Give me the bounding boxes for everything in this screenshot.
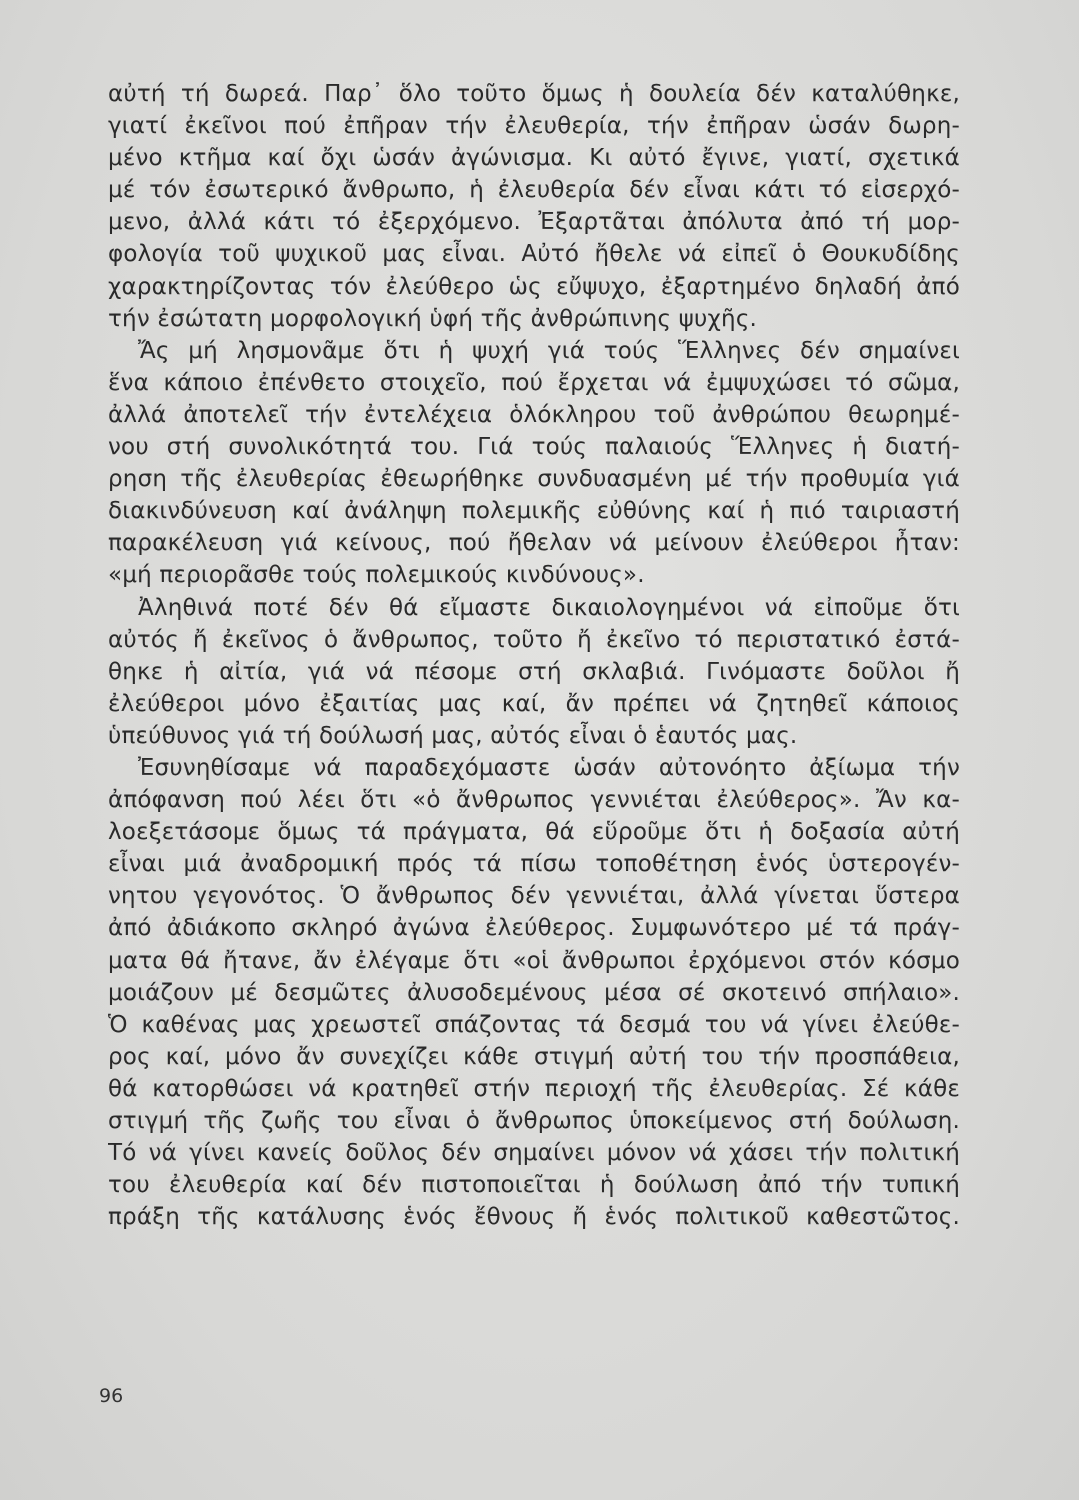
- text-line: παρακέλευση γιά κείνους, πού ἤθελαν νά μείνουν ἐλεύθεροι ἦταν:: [108, 530, 960, 557]
- text-line: «μή περιορᾶσθε τούς πολεμικούς κινδύνους».: [108, 562, 645, 589]
- text-line: Ἐσυνηθίσαμε νά παραδεχόμαστε ὡσάν αὐτονόητο ἀξίωμα τήν: [138, 754, 960, 781]
- text-line: ἀλλά ἀποτελεῖ τήν ἐντελέχεια ὁλόκληρου τοῦ ἀνθρώπου θεωρημέ-: [108, 401, 960, 428]
- text-line: ρηση τῆς ἐλευθερίας ἐθεωρήθηκε συνδυασμένη μέ τήν προθυμία γιά: [108, 466, 960, 493]
- text-line: μέ τόν ἐσωτερικό ἄνθρωπο, ἡ ἐλευθερία δέν εἶναι κάτι τό εἰσερχό-: [108, 177, 960, 204]
- page-number: 96: [99, 1385, 124, 1407]
- text-line: εἶναι μιά ἀναδρομική πρός τά πίσω τοποθέτηση ἑνός ὑστερογέν-: [108, 851, 960, 878]
- text-line: μένο κτῆμα καί ὄχι ὡσάν ἀγώνισμα. Κι αὐτό ἔγινε, γιατί, σχετικά: [108, 145, 960, 172]
- text-line: πράξη τῆς κατάλυσης ἑνός ἔθνους ἤ ἑνός πολιτικοῦ καθεστῶτος.: [108, 1204, 960, 1231]
- text-line: Τό νά γίνει κανείς δοῦλος δέν σημαίνει μόνον νά χάσει τήν πολιτική: [108, 1140, 960, 1167]
- body-text: [108, 78, 960, 1233]
- text-line: νητου γεγονότος. Ὁ ἄνθρωπος δέν γεννιέται, ἀλλά γίνεται ὕστερα: [108, 883, 960, 910]
- text-line: λοεξετάσομε ὅμως τά πράγματα, θά εὕροῦμε ὅτι ἡ δοξασία αὐτή: [108, 819, 960, 846]
- text-line: νου στή συνολικότητά του. Γιά τούς παλαιούς Ἕλληνες ἡ διατή-: [108, 434, 960, 461]
- text-line: μοιάζουν μέ δεσμῶτες ἀλυσοδεμένους μέσα σέ σκοτεινό σπήλαιο».: [108, 979, 960, 1006]
- text-line: ἀπόφανση πού λέει ὅτι «ὁ ἄνθρωπος γεννιέται ἐλεύθερος». Ἄν κα-: [108, 787, 960, 814]
- text-line: ματα θά ἤτανε, ἄν ἐλέγαμε ὅτι «οἱ ἄνθρωποι ἐρχόμενοι στόν κόσμο: [108, 947, 960, 974]
- text-line: χαρακτηρίζοντας τόν ἐλεύθερο ὡς εὔψυχο, ἐξαρτημένο δηλαδή ἀπό: [108, 273, 960, 300]
- text-line: Ἀληθινά ποτέ δέν θά εἴμαστε δικαιολογημένοι νά εἰποῦμε ὅτι: [138, 594, 960, 621]
- text-line: του ἐλευθερία καί δέν πιστοποιεῖται ἡ δούλωση ἀπό τήν τυπική: [108, 1172, 960, 1199]
- text-line: Ὁ καθένας μας χρεωστεῖ σπάζοντας τά δεσμά του νά γίνει ἐλεύθε-: [108, 1011, 960, 1038]
- text-line: ρος καί, μόνο ἄν συνεχίζει κάθε στιγμή αὐτή του τήν προσπάθεια,: [108, 1043, 960, 1070]
- text-line: μενο, ἀλλά κάτι τό ἐξερχόμενο. Ἐξαρτᾶται ἀπόλυτα ἀπό τή μορ-: [108, 209, 960, 236]
- text-line: ἐλεύθεροι μόνο ἐξαιτίας μας καί, ἄν πρέπει νά ζητηθεῖ κάποιος: [108, 690, 960, 717]
- text-line: γιατί ἐκεῖνοι πού ἐπῆραν τήν ἐλευθερία, τήν ἐπῆραν ὡσάν δωρη-: [108, 113, 960, 140]
- text-line: Ἄς μή λησμονᾶμε ὅτι ἡ ψυχή γιά τούς Ἕλληνες δέν σημαίνει: [138, 337, 960, 364]
- text-line: στιγμή τῆς ζωῆς του εἶναι ὁ ἄνθρωπος ὑποκείμενος στή δούλωση.: [108, 1108, 960, 1134]
- text-line: διακινδύνευση καί ἀνάληψη πολεμικῆς εὐθύνης καί ἡ πιό ταιριαστή: [108, 498, 960, 525]
- text-line: φολογία τοῦ ψυχικοῦ μας εἶναι. Αὐτό ἤθελε νά εἰπεῖ ὁ Θουκυδίδης: [108, 241, 960, 268]
- text-line: αὐτή τή δωρεά. Παρ᾽ ὅλο τοῦτο ὅμως ἡ δουλεία δέν καταλύθηκε,: [108, 81, 960, 107]
- text-line: τήν ἐσώτατη μορφολογική ὑφή τῆς ἀνθρώπινης ψυχῆς.: [108, 305, 758, 332]
- text-line: ἕνα κάποιο ἐπένθετο στοιχεῖο, πού ἔρχεται νά ἐμψυχώσει τό σῶμα,: [108, 369, 960, 396]
- text-line: αὐτός ἤ ἐκεῖνος ὁ ἄνθρωπος, τοῦτο ἤ ἐκεῖνο τό περιστατικό ἐστά-: [108, 626, 960, 653]
- text-line: θηκε ἡ αἰτία, γιά νά πέσομε στή σκλαβιά. Γινόμαστε δοῦλοι ἤ: [108, 658, 960, 685]
- text-line: θά κατορθώσει νά κρατηθεῖ στήν περιοχή τῆς ἐλευθερίας. Σέ κάθε: [108, 1075, 960, 1102]
- text-line: ἀπό ἀδιάκοπο σκληρό ἀγώνα ἐλεύθερος. Συμφωνότερο μέ τά πράγ-: [108, 915, 960, 942]
- text-line: ὑπεύθυνος γιά τή δούλωσή μας, αὐτός εἶναι ὁ ἑαυτός μας.: [108, 722, 798, 749]
